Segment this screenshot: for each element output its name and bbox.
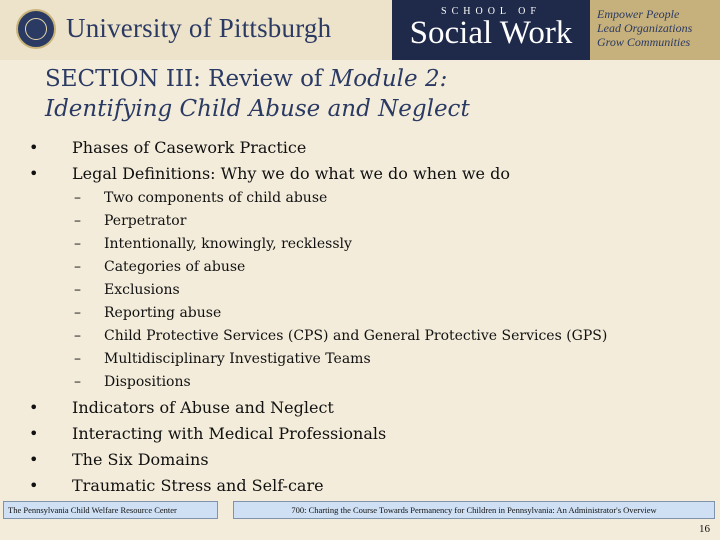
university-name: University of Pittsburgh [66, 13, 332, 43]
footer-organization: The Pennsylvania Child Welfare Resource Center [3, 501, 218, 519]
sub-bullet-text: Intentionally, knowingly, recklessly [104, 236, 352, 252]
bullet-text: Interacting with Medical Professionals [72, 424, 387, 443]
bullet-text: The Six Domains [72, 450, 209, 469]
bullet-text: Traumatic Stress and Self-care [72, 476, 324, 495]
tagline-box [590, 0, 720, 60]
sub-bullet-text: Exclusions [104, 282, 180, 298]
sub-bullet-text: Child Protective Services (CPS) and General Protective Services (GPS) [104, 328, 608, 344]
school-logo [392, 0, 590, 60]
bullet-icon: • [29, 164, 39, 183]
bullet-text: Phases of Casework Practice [72, 138, 307, 157]
university-seal-icon [16, 9, 56, 49]
sub-bullet-text: Reporting abuse [104, 305, 222, 321]
tagline-1: Empower People [597, 7, 680, 21]
university-logo-area [0, 0, 392, 60]
header-banner [0, 0, 720, 60]
school-of-label: SCHOOL OF [441, 6, 541, 17]
title-line1-italic: Module 2: [329, 66, 448, 92]
sub-bullet-text: Two components of child abuse [104, 190, 328, 206]
bullet-text: Indicators of Abuse and Neglect [72, 398, 334, 417]
title-line2-italic: Identifying Child Abuse and Neglect [45, 96, 470, 122]
dash-icon: – [74, 259, 81, 275]
tagline-3: Grow Communities [597, 35, 691, 49]
dash-icon: – [74, 328, 81, 344]
sub-bullet-text: Categories of abuse [104, 259, 246, 275]
social-work-label: Social Work [409, 15, 573, 51]
bullet-icon: • [29, 398, 39, 417]
dash-icon: – [74, 236, 81, 252]
dash-icon: – [74, 305, 81, 321]
dash-icon: – [74, 213, 81, 229]
bullet-icon: • [29, 476, 39, 495]
bullet-icon: • [29, 424, 39, 443]
slide-title [45, 64, 470, 124]
sub-bullet-text: Multidisciplinary Investigative Teams [104, 351, 371, 367]
dash-icon: – [74, 190, 81, 206]
bullet-text: Legal Definitions: Why we do what we do when we do [72, 164, 510, 183]
dash-icon: – [74, 282, 81, 298]
title-line1-plain: SECTION III: Review of [45, 66, 330, 92]
dash-icon: – [74, 351, 81, 367]
page-number: 16 [699, 523, 710, 535]
sub-bullet-text: Perpetrator [104, 213, 187, 229]
tagline-2: Lead Organizations [597, 21, 693, 35]
footer-course-title: 700: Charting the Course Towards Permanency for Children in Pennsylvania: An Administrator's Overview [233, 501, 715, 519]
bullet-icon: • [29, 138, 39, 157]
sub-bullet-text: Dispositions [104, 374, 191, 390]
dash-icon: – [74, 374, 81, 390]
bullet-icon: • [29, 450, 39, 469]
